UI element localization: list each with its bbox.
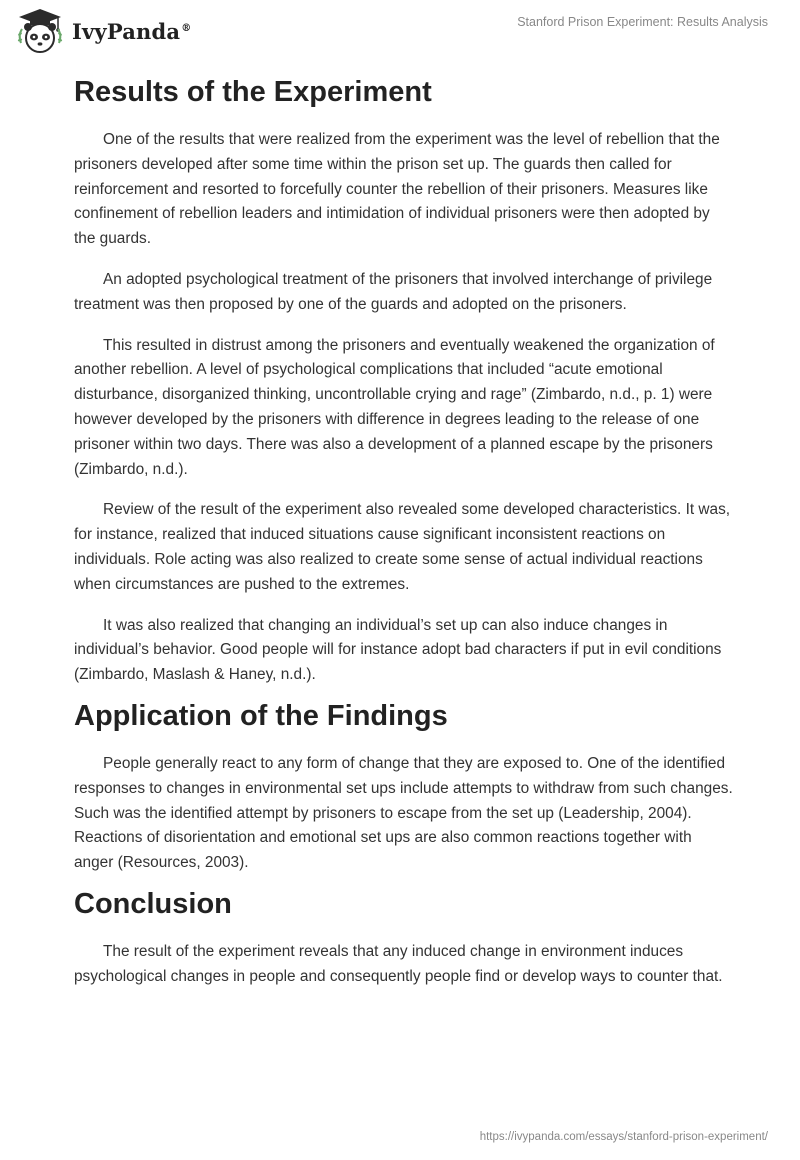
panda-graduate-icon: [14, 7, 66, 55]
heading-results: Results of the Experiment: [74, 76, 432, 108]
paragraph: The result of the experiment reveals that any induced change in environment induces psychological changes in people and consequently people find or develop ways to counter that.: [74, 942, 723, 985]
paragraph: An adopted psychological treatment of the prisoners that involved interchange of privilege treatment was then proposed by one of the guards and adopted on the prisoners.: [74, 270, 713, 313]
heading-conclusion: Conclusion: [74, 887, 232, 920]
paragraph: One of the results that were realized from the experiment was the level of rebellion that the prisoners developed after some time within the prison set up. The guards then called for reinforcement and resorted to forcefully counter the rebellion of their prisoners. Measures like confinement of rebellion leaders and intimidation of individual prisoners were then adopted by the guards.: [74, 131, 720, 248]
essay-content: [74, 70, 734, 990]
page-header: [0, 0, 800, 60]
heading-application: Application of the Findings: [74, 699, 448, 732]
paragraph: This resulted in distrust among the prisoners and eventually weakened the organization of another rebellion. A level of psychological complications that included “acute emotional disturbance, disorganized thinking, uncontrollable crying and rage” (Zimbardo, n.d., p. 1) were however developed by the prisoners with difference in degrees leading to the release of one prisoner within two days. There was also a development of a planned escape by the prisoners (Zimbardo, n.d.).: [74, 336, 715, 478]
paragraph: It was also realized that changing an individual’s set up can also induce changes in individual’s behavior. Good people will for instance adopt bad characters if put in evil conditions (Zimbardo, Maslash & Haney, n.d.).: [74, 616, 722, 684]
paragraph: Review of the result of the experiment also revealed some developed characteristics. It was, for instance, realized that induced situations cause significant inconsistent reactions on individuals. Role acting was also realized to create some sense of actual individual reactions when circumstances are pushed to the extremes.: [74, 501, 731, 593]
paragraph: People generally react to any form of change that they are exposed to. One of the identified responses to changes in environmental set ups include attempts to withdraw from such changes. Such was the identified attempt by prisoners to escape from the set up (Leadership, 2004). Reactions of disorientation and emotional set ups are also common reactions together with anger (Resources, 2003).: [74, 754, 733, 872]
logo-text: [72, 19, 191, 44]
source-url[interactable]: https://ivypanda.com/essays/stanford-prison-experiment/: [479, 1131, 768, 1143]
logo-name: IvyPanda: [72, 18, 181, 44]
document-title: Stanford Prison Experiment: Results Analysis: [517, 15, 768, 29]
ivypanda-logo[interactable]: [14, 7, 204, 55]
registered-mark: ®: [181, 22, 192, 34]
